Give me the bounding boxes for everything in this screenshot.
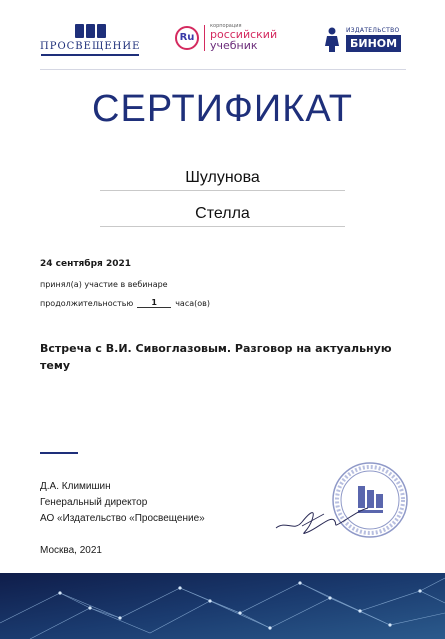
russian-textbook-logo (175, 24, 277, 51)
binom-logo (324, 26, 401, 52)
duration-hours: 1 (137, 298, 171, 308)
binom-small: ИЗДАТЕЛЬСТВО (346, 26, 400, 34)
event-date: 24 сентября 2021 (40, 259, 131, 269)
participation-text: принял(а) участие в вебинаре (40, 280, 168, 289)
ru-logo-small: корпорация (210, 23, 242, 29)
footer-network-banner (0, 573, 445, 639)
prosveshchenie-mark-icon (75, 24, 106, 38)
ru-circle-icon: Ru (175, 26, 199, 50)
webinar-topic: Встреча с В.И. Сивоглазовым. Разговор на актуальную тему (40, 342, 392, 372)
ru-logo-line2: учебник (210, 39, 258, 52)
signature-line (40, 452, 78, 454)
binom-wordmark: БИНОМ (346, 35, 401, 52)
duration-label: продолжительностью (40, 299, 134, 308)
certificate-title: СЕРТИФИКАТ (92, 88, 353, 130)
signature-scribble (272, 498, 372, 538)
logo-row (0, 18, 445, 68)
signatory-organization: АО «Издательство «Просвещение» (40, 513, 205, 524)
place-year: Москва, 2021 (40, 545, 102, 556)
signatory-position: Генеральный директор (40, 497, 148, 508)
logo-divider (204, 25, 205, 51)
binom-figure-icon (324, 26, 342, 52)
duration-line (40, 298, 210, 308)
signatory-name: Д.А. Климишин (40, 481, 111, 492)
ru-logo-line1: российский (210, 28, 278, 41)
signatory-block (40, 479, 205, 527)
recipient-firstname: Стелла (100, 205, 345, 227)
logo-underline (41, 54, 139, 56)
prosveshchenie-logo-text: ПРОСВЕЩЕНИЕ (40, 41, 141, 52)
header-divider (40, 69, 406, 70)
duration-unit: часа(ов) (175, 299, 210, 308)
prosveshchenie-logo (40, 24, 140, 56)
recipient-surname: Шулунова (100, 169, 345, 191)
